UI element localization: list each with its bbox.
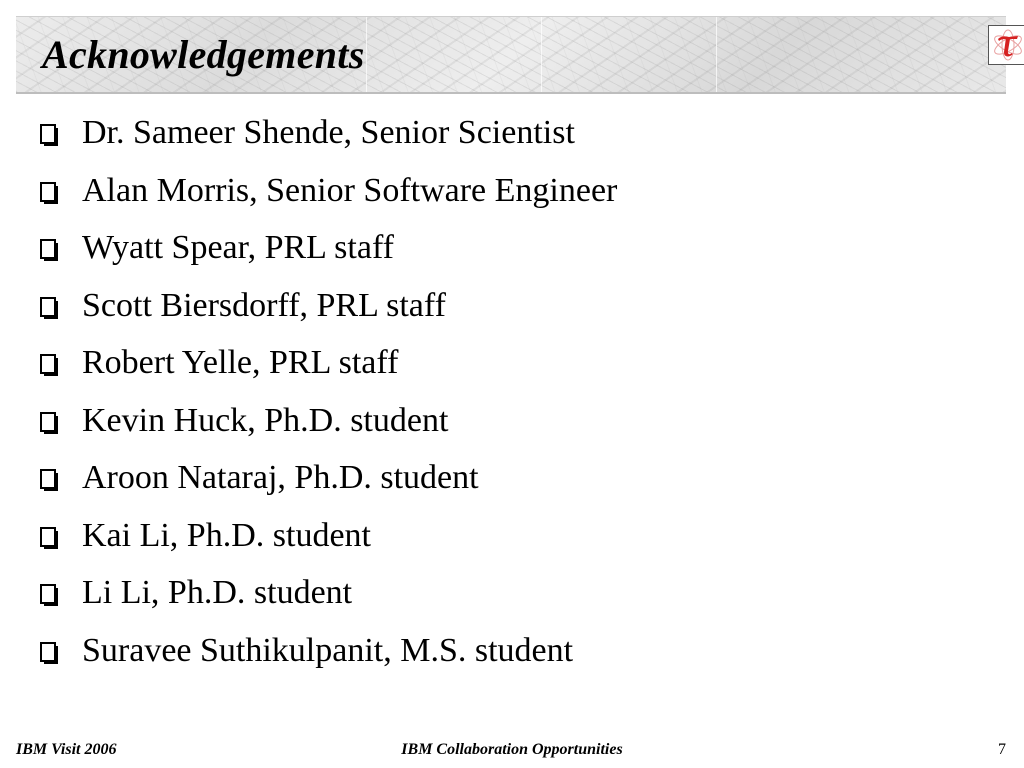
tau-logo-graphic <box>989 26 1024 64</box>
hollow-square-bullet-icon <box>40 527 59 550</box>
title-banner <box>16 16 1006 94</box>
banner-tile-seam <box>716 17 717 92</box>
hollow-square-bullet-icon <box>40 297 59 320</box>
list-item-text: Scott Biersdorff, PRL staff <box>82 286 446 324</box>
hollow-square-bullet-icon <box>40 412 59 435</box>
list-item-text: Robert Yelle, PRL staff <box>82 344 399 381</box>
list-item <box>40 573 617 631</box>
hollow-square-bullet-icon <box>40 469 59 492</box>
footer-left-text: IBM Visit 2006 <box>16 741 117 758</box>
hollow-square-bullet-icon <box>40 354 59 377</box>
list-item <box>40 343 617 401</box>
list-item <box>40 171 617 229</box>
list-item-text: Wyatt Spear, PRL staff <box>82 229 394 266</box>
page-number: 7 <box>998 741 1006 758</box>
hollow-square-bullet-icon <box>40 239 59 262</box>
list-item <box>40 458 617 516</box>
banner-tile-seam <box>541 17 542 92</box>
list-item <box>40 401 617 459</box>
list-item-text: Alan Morris, Senior Software Engineer <box>82 171 618 209</box>
footer-center-text: IBM Collaboration Opportunities <box>401 741 623 758</box>
acknowledgements-list <box>40 113 617 688</box>
list-item <box>40 228 617 286</box>
banner-tile-seam <box>366 17 367 92</box>
list-item-text: Dr. Sameer Shende, Senior Scientist <box>82 114 575 151</box>
tau-logo-icon <box>988 25 1024 65</box>
list-item-text: Li Li, Ph.D. student <box>82 574 353 611</box>
list-item <box>40 516 617 574</box>
list-item <box>40 113 617 171</box>
list-item-text: Kevin Huck, Ph.D. student <box>82 401 449 439</box>
hollow-square-bullet-icon <box>40 584 59 607</box>
list-item-text: Kai Li, Ph.D. student <box>82 516 371 554</box>
list-item <box>40 631 617 689</box>
list-item <box>40 286 617 344</box>
list-item-text: Suravee Suthikulpanit, M.S. student <box>82 631 574 669</box>
list-item-text: Aroon Nataraj, Ph.D. student <box>82 459 479 496</box>
hollow-square-bullet-icon <box>40 124 59 147</box>
hollow-square-bullet-icon <box>40 182 59 205</box>
hollow-square-bullet-icon <box>40 642 59 665</box>
slide-title: Acknowledgements <box>42 32 365 77</box>
